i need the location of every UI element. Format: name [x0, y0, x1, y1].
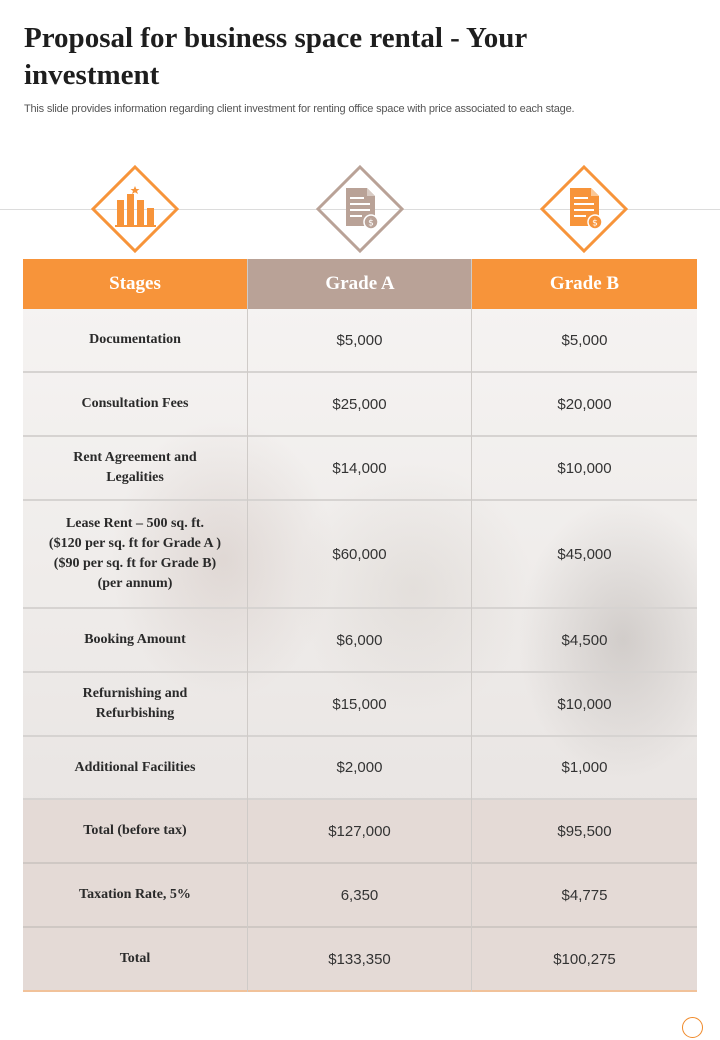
table-row [23, 309, 697, 373]
grade-b-cell: $4,775 [561, 886, 608, 904]
tax-row [23, 864, 697, 928]
investment-table [23, 259, 697, 992]
stage-cell: Consultation Fees [81, 396, 189, 411]
svg-text:$: $ [368, 218, 374, 229]
table-row [23, 737, 697, 800]
page-title: Proposal for business space rental - Your investment [24, 22, 527, 91]
column-divider [247, 259, 248, 992]
stage-cell: Total [119, 951, 151, 966]
grade-a-cell: $5,000 [336, 331, 383, 349]
bar-chart-icon [90, 164, 180, 254]
grade-icon-b [539, 164, 629, 254]
invoice-icon [539, 164, 629, 254]
stage-cell: Lease Rent – 500 sq. ft. ($120 per sq. ft for Grade A ) ($90 per sq. ft for Grade B) (per annum) [48, 516, 222, 591]
table-header [23, 259, 697, 309]
header-stages: Stages [23, 259, 247, 309]
stage-cell: Taxation Rate, 5% [79, 887, 191, 902]
grade-a-cell: $133,350 [328, 950, 391, 968]
grade-a-cell: $60,000 [332, 545, 387, 563]
page-marker-circle [682, 1017, 703, 1038]
column-divider [471, 259, 472, 992]
stage-cell: Additional Facilities [74, 759, 196, 775]
grade-b-cell: $95,500 [557, 822, 612, 840]
grade-b-cell: $10,000 [557, 695, 612, 713]
stage-cell: Total (before tax) [83, 823, 187, 838]
grade-b-cell: $1,000 [561, 759, 608, 776]
grade-b-cell: $20,000 [557, 395, 612, 413]
grade-b-cell: $45,000 [557, 545, 612, 563]
grade-a-cell: 6,350 [340, 886, 379, 904]
grade-a-cell: $2,000 [336, 759, 383, 776]
grade-b-cell: $4,500 [561, 631, 608, 649]
grand-total-row [23, 928, 697, 992]
header-grade-b: Grade B [472, 259, 697, 309]
grade-a-cell: $127,000 [328, 822, 391, 840]
stage-cell: Refurnishing and Refurbishing [82, 686, 188, 721]
stage-cell: Documentation [89, 332, 181, 347]
grade-a-cell: $25,000 [332, 395, 387, 413]
table-row [23, 609, 697, 673]
invoice-icon [315, 164, 405, 254]
table-row [23, 437, 697, 501]
page-subtitle: This slide provides information regarding client investment for renting office space with price associated to each stage. [24, 103, 575, 115]
grade-a-cell: $14,000 [332, 459, 387, 477]
grade-icon-stages [90, 164, 180, 254]
grade-a-cell: $6,000 [336, 631, 383, 649]
table-row [23, 501, 697, 609]
total-row [23, 800, 697, 864]
table-row [23, 673, 697, 737]
grade-b-cell: $5,000 [561, 331, 608, 349]
grade-icon-a [315, 164, 405, 254]
stage-cell: Rent Agreement and Legalities [73, 450, 197, 485]
grade-a-cell: $15,000 [332, 695, 387, 713]
grade-b-cell: $10,000 [557, 459, 612, 477]
table-row [23, 373, 697, 437]
svg-text:$: $ [592, 218, 598, 229]
grade-b-cell: $100,275 [553, 950, 616, 968]
stage-cell: Booking Amount [84, 632, 186, 647]
header-grade-a: Grade A [248, 259, 472, 309]
